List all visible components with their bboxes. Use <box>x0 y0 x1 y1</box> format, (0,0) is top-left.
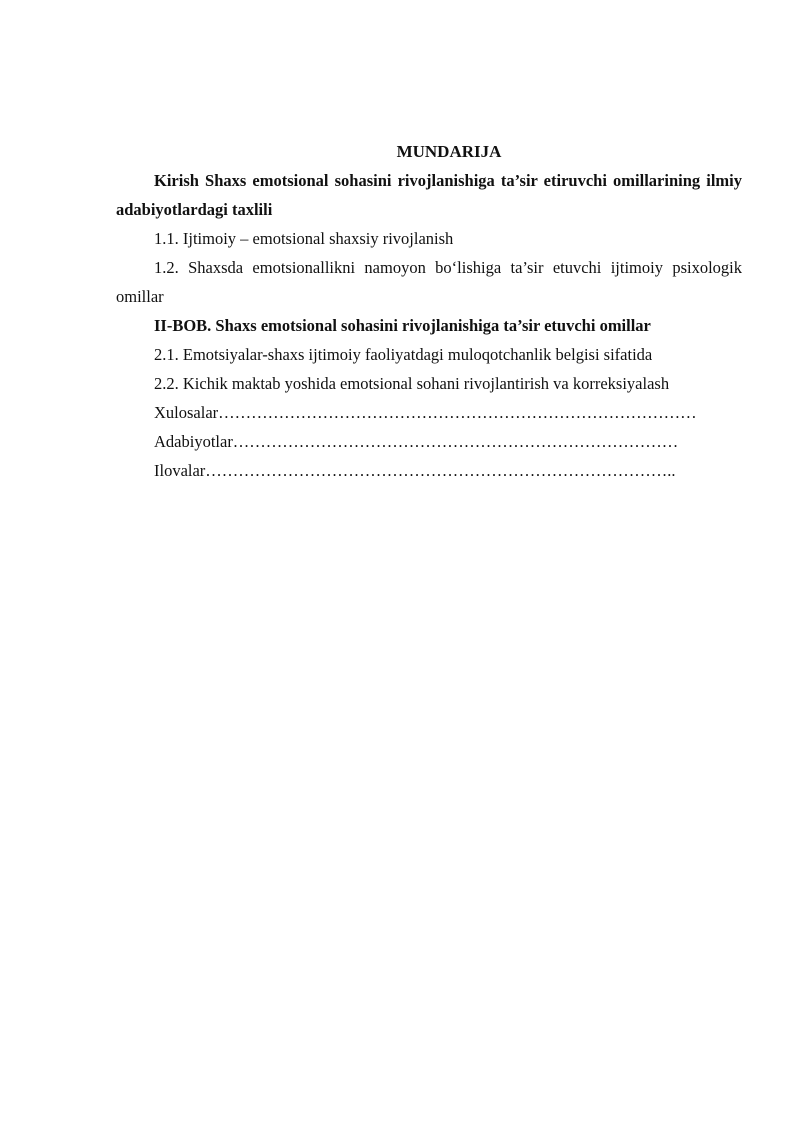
toc-entry-2-1: 2.1. Emotsiyalar-shaxs ijtimoiy faoliyatdagi muloqotchanlik belgisi sifatida <box>154 345 653 364</box>
toc-entry-conclusions: Xulosalar…………………………………………………………………………… <box>154 403 697 422</box>
page-title: MUNDARIJA <box>396 142 502 161</box>
toc-entry-introduction: Kirish Shaxs emotsional sohasini rivojlanishiga ta’sir etiruvchi omillarining ilmiy adabiyotlardagi taxlili <box>116 171 742 219</box>
toc-entry-2-2: 2.2. Kichik maktab yoshida emotsional sohani rivojlantirish va korreksiyalash <box>154 374 670 393</box>
toc-entry-1-1: 1.1. Ijtimoiy – emotsional shaxsiy rivojlanish <box>154 229 454 248</box>
toc-entry-appendices: Ilovalar………………………………………………………………………….. <box>154 461 676 480</box>
toc-entry-chapter-2: II-BOB. Shaxs emotsional sohasini rivojlanishiga ta’sir etuvchi omillar <box>154 316 651 335</box>
toc-entry-references: Adabiyotlar……………………………………………………………………… <box>154 432 679 451</box>
toc-entry-1-2: 1.2. Shaxsda emotsionallikni namoyon bo‘lishiga ta’sir etuvchi ijtimoiy psixologik omillar <box>116 258 742 306</box>
document-page <box>116 138 742 485</box>
